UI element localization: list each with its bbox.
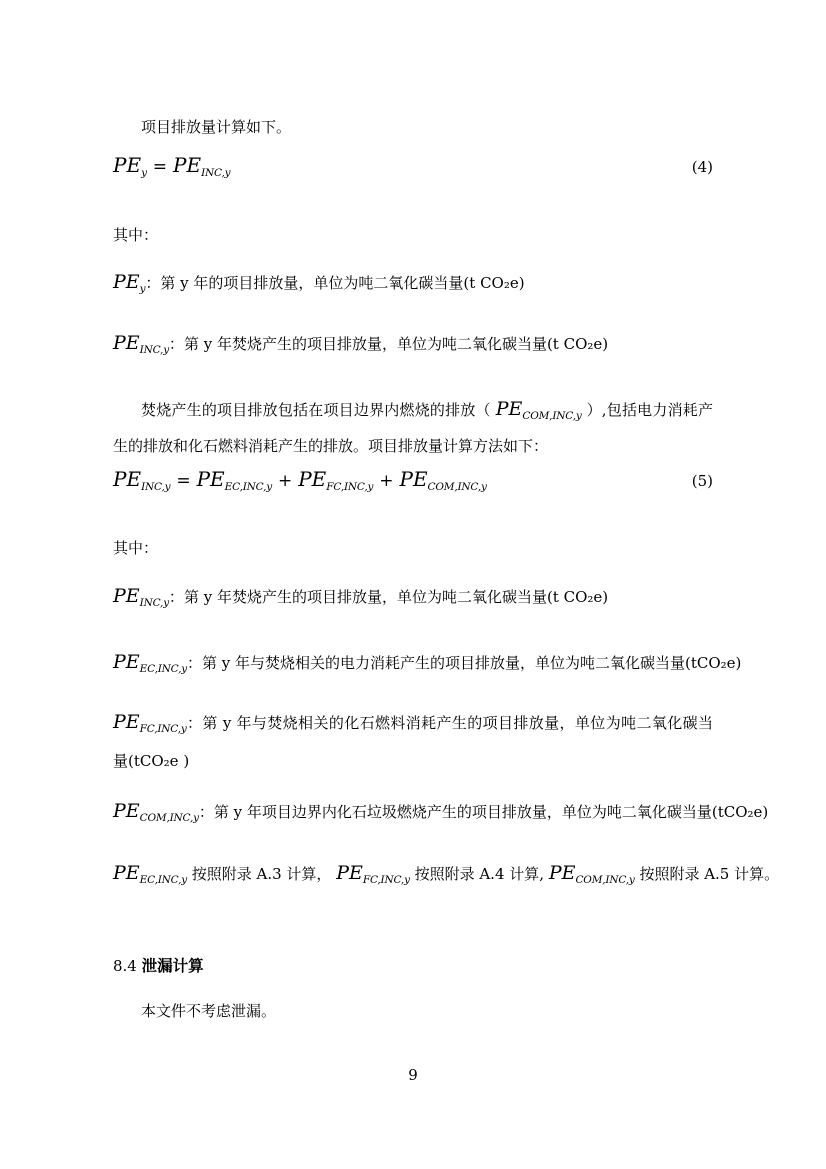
variable-subscript: COM,INC,y [427, 481, 487, 493]
variable-pe-inc-y [113, 332, 169, 356]
section-heading-8-4 [113, 954, 713, 978]
paragraph-leakage: 本文件不考虑泄漏。 [141, 1002, 277, 1020]
variable-pe-y [113, 153, 147, 179]
equation-4-expression [113, 150, 230, 182]
definition-text: 第 y 年的项目排放量，单位为吨二氧化碳当量(t CO₂e) [160, 274, 525, 292]
section-number: 8.4 [113, 957, 142, 975]
variable-base: PE [336, 862, 363, 884]
variable-subscript: EC,INC,y [139, 874, 187, 886]
variable-subscript: COM,INC,y [522, 410, 582, 422]
definition-text: 第 y 年与焚烧相关的电力消耗产生的项目排放量，单位为吨二氧化碳当量(tCO₂e) [202, 654, 742, 672]
variable-subscript: INC,y [201, 167, 231, 179]
variable-base: PE [113, 651, 140, 673]
paragraph-incineration [113, 391, 713, 464]
variable-pe-fc-inc-y [336, 862, 410, 886]
equation-5-number: (5) [691, 472, 713, 490]
variable-subscript: COM,INC,y [575, 874, 635, 886]
definition-pe-ec-inc-y [113, 647, 742, 678]
definition-text: 第 y 年项目边界内化石垃圾燃烧产生的项目排放量，单位为吨二氧化碳当量(tCO₂e) [213, 803, 769, 821]
annex-text: 按照附录 A.3 计算， [186, 865, 337, 883]
variable-subscript: y [139, 283, 146, 295]
variable-subscript: FC,INC,y [326, 481, 374, 493]
variable-base: PE [399, 467, 428, 491]
definition-pe-inc-y [113, 328, 713, 359]
variable-subscript: INC,y [139, 344, 169, 356]
variable-base: PE [113, 711, 140, 733]
variable-subscript: INC,y [141, 481, 171, 493]
variable-base: PE [548, 862, 576, 884]
variable-pe-com-inc-y [495, 398, 582, 422]
definition-text: 第 y 年焚烧产生的项目排放量，单位为吨二氧化碳当量(t CO₂e) [183, 588, 609, 606]
variable-pe-inc-y [113, 585, 169, 609]
variable-base: PE [113, 153, 142, 177]
equation-5 [113, 464, 713, 496]
colon: ： [186, 714, 203, 732]
definition-pe-fc-inc-y [113, 703, 713, 780]
variable-pe-inc-y [173, 153, 231, 179]
variable-base: PE [113, 271, 140, 293]
equation-4 [113, 150, 713, 182]
variable-subscript: FC,INC,y [362, 874, 410, 886]
variable-pe-fc-inc-y [113, 711, 187, 735]
variable-subscript: FC,INC,y [139, 723, 187, 735]
variable-subscript: EC,INC,y [224, 481, 272, 493]
variable-pe-com-inc-y [548, 862, 635, 886]
definition-text: 第 y 年与焚烧相关的化石燃料消耗产生的项目排放量，单位为吨二氧化碳当量(tCO₂e ) [113, 714, 713, 770]
variable-base: PE [113, 800, 140, 822]
colon: ： [145, 274, 161, 292]
variable-base: PE [113, 467, 142, 491]
annex-text: 按照附录 A.5 计算。 [634, 865, 780, 883]
definition-pe-inc-y-2 [113, 581, 713, 612]
definition-pe-com-inc-y [113, 796, 769, 827]
paragraph-text: 焚烧产生的项目排放包括在项目边界内燃烧的排放（ [141, 401, 496, 419]
variable-subscript: y [141, 167, 147, 179]
plus-operator: + [277, 471, 293, 491]
definition-pe-y [113, 267, 713, 298]
annex-text: 按照附录 A.4 计算, [409, 865, 549, 883]
annex-reference-line [113, 858, 780, 889]
where-label-1: 其中： [113, 226, 159, 244]
equals-operator: = [176, 471, 191, 491]
variable-pe-ec-inc-y [196, 467, 272, 493]
colon: ： [198, 803, 214, 821]
plus-operator: + [379, 471, 394, 491]
variable-base: PE [298, 467, 327, 491]
variable-base: PE [113, 862, 140, 884]
colon: ： [168, 588, 184, 606]
variable-base: PE [113, 585, 140, 607]
variable-base: PE [196, 467, 225, 491]
equation-5-expression [113, 464, 487, 496]
variable-pe-y [113, 271, 146, 295]
section-title: 泄漏计算 [141, 957, 204, 975]
colon: ： [168, 335, 184, 353]
variable-subscript: COM,INC,y [139, 812, 199, 824]
variable-base: PE [495, 398, 523, 420]
colon: ： [186, 654, 202, 672]
equals-operator: = [152, 157, 168, 177]
where-label-2: 其中： [113, 539, 159, 557]
variable-subscript: INC,y [139, 597, 169, 609]
paragraph-text: ）,包括电力消耗产生的排放和化石燃料消耗产生的排放。项目排放量计算方法如下： [113, 401, 713, 455]
variable-pe-fc-inc-y [298, 467, 374, 493]
variable-pe-ec-inc-y [113, 651, 187, 675]
variable-pe-com-inc-y [113, 800, 199, 824]
definition-text: 第 y 年焚烧产生的项目排放量，单位为吨二氧化碳当量(t CO₂e) [183, 335, 609, 353]
equation-4-number: (4) [691, 158, 713, 176]
variable-pe-inc-y [113, 467, 171, 493]
variable-base: PE [113, 332, 140, 354]
variable-pe-com-inc-y [399, 467, 487, 493]
variable-subscript: EC,INC,y [139, 663, 187, 675]
paragraph-intro: 项目排放量计算如下。 [141, 118, 292, 136]
variable-pe-ec-inc-y [113, 862, 187, 886]
variable-base: PE [173, 153, 202, 177]
page-number: 9 [408, 1066, 418, 1084]
